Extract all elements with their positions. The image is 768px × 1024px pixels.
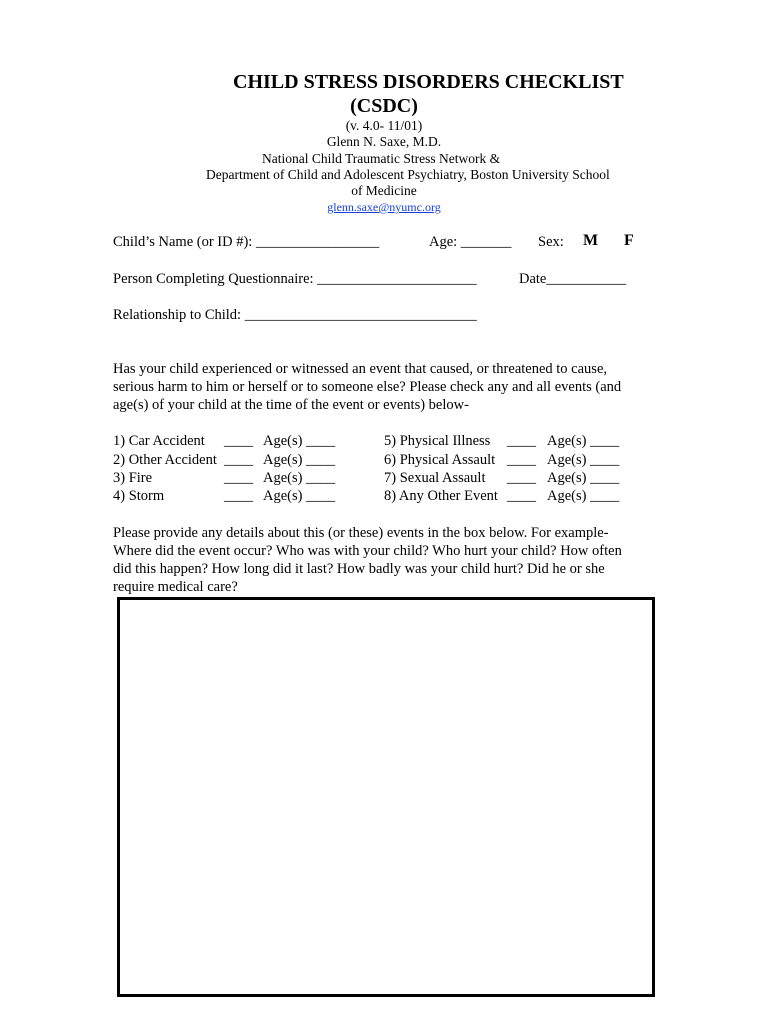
relationship-field[interactable]: Relationship to Child: ________________________________ <box>113 307 477 323</box>
details-line: did this happen? How long did it last? How badly was your child hurt? Did he or she <box>113 561 605 577</box>
question-line: age(s) of your child at the time of the event or events) below- <box>113 397 469 413</box>
details-text-box[interactable] <box>117 597 655 997</box>
person-completing-field[interactable]: Person Completing Questionnaire: ______________________ <box>113 271 477 287</box>
event-check-blank[interactable]: ____ <box>224 433 253 449</box>
document-subtitle: (CSDC) <box>350 95 418 117</box>
event-age-blank[interactable]: Age(s) ____ <box>263 433 336 449</box>
details-line: Where did the event occur? Who was with your child? Who hurt your child? How often <box>113 543 622 559</box>
event-label: 2) Other Accident <box>113 452 217 468</box>
event-age-blank[interactable]: Age(s) ____ <box>547 452 620 468</box>
event-label: 6) Physical Assault <box>384 452 496 468</box>
date-field[interactable]: Date___________ <box>519 271 627 287</box>
event-check-blank[interactable]: ____ <box>224 488 253 504</box>
event-age-blank[interactable]: Age(s) ____ <box>263 488 336 504</box>
event-age-blank[interactable]: Age(s) ____ <box>547 488 620 504</box>
details-line: require medical care? <box>113 579 238 595</box>
event-label: 3) Fire <box>113 470 153 486</box>
org-line-3: of Medicine <box>351 183 417 198</box>
event-check-blank[interactable]: ____ <box>224 452 253 468</box>
event-age-blank[interactable]: Age(s) ____ <box>547 433 620 449</box>
age-field[interactable]: Age: _______ <box>429 234 512 250</box>
details-line: Please provide any details about this (or these) events in the box below. For example- <box>113 525 609 541</box>
event-age-blank[interactable]: Age(s) ____ <box>547 470 620 486</box>
event-label: 7) Sexual Assault <box>384 470 486 486</box>
child-name-field[interactable]: Child’s Name (or ID #): _________________ <box>113 234 380 250</box>
author-text: Glenn N. Saxe, M.D. <box>326 134 442 149</box>
event-check-blank[interactable]: ____ <box>224 470 253 486</box>
sex-option-f[interactable]: F <box>624 232 634 249</box>
sex-label: Sex: <box>538 234 564 250</box>
event-label: 8) Any Other Event <box>384 488 498 504</box>
question-line: serious harm to him or herself or to someone else? Please check any and all events (and <box>113 379 622 395</box>
event-label: 1) Car Accident <box>113 433 205 449</box>
event-check-blank[interactable]: ____ <box>507 452 536 468</box>
org-line-2: Department of Child and Adolescent Psychiatry, Boston University School <box>206 167 610 182</box>
event-question <box>113 360 653 414</box>
event-age-blank[interactable]: Age(s) ____ <box>263 452 336 468</box>
org-line-1: National Child Traumatic Stress Network & <box>262 151 501 166</box>
event-check-blank[interactable]: ____ <box>507 488 536 504</box>
event-label: 4) Storm <box>113 488 165 504</box>
sex-option-m[interactable]: M <box>583 232 599 249</box>
question-line: Has your child experienced or witnessed an event that caused, or threatened to cause, <box>113 361 608 377</box>
event-age-blank[interactable]: Age(s) ____ <box>263 470 336 486</box>
document-title: CHILD STRESS DISORDERS CHECKLIST <box>233 71 624 93</box>
event-label: 5) Physical Illness <box>384 433 491 449</box>
email-link[interactable]: glenn.saxe@nyumc.org <box>327 200 441 214</box>
details-instructions <box>113 524 653 596</box>
event-check-blank[interactable]: ____ <box>507 470 536 486</box>
event-check-blank[interactable]: ____ <box>507 433 536 449</box>
version-text: (v. 4.0- 11/01) <box>345 118 423 133</box>
